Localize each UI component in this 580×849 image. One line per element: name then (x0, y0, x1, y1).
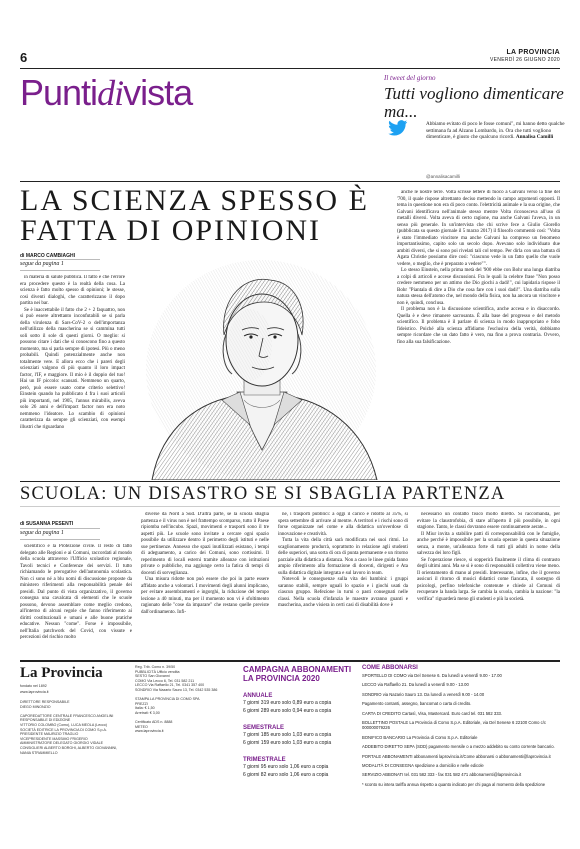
byline-rule (20, 528, 100, 529)
founded-line: fondato nel 1892 (20, 684, 47, 688)
paragraph: Notevoli le conseguenze sulla vita dei bambini: i gruppi saranno stabili, sempre uguali lo spazio e i giochi usati da ciascun gruppo. Refezione in turni o pasti consegnati nelle classi. Nella scuola d'infanzia le maestre avranno guanti e mascherina, anche visiera in certi casi di disabilità dove è (278, 577, 408, 608)
article1-column-3 (397, 190, 560, 478)
issue-date: VENERDÌ 26 GIUGNO 2020 (490, 57, 560, 63)
masthead-line: PRESIDENTE MAURIZIO TRAGLIO (20, 732, 79, 737)
article2-column-4 (417, 512, 560, 656)
plan-row: 6 giorni 289 euro solo 0,94 euro a copia (243, 708, 332, 714)
article1-dagline: segue da pagina 1 (20, 261, 64, 267)
article2-byline: di SUSANNA PESENTI (20, 521, 74, 527)
subscribe-item: BOLLETTINO POSTALE La Provincia di Como S.p.A. Editoriale, via Del Senese 6 22100 Como c/c 000000079226 (362, 720, 547, 731)
subscribe-item: SONDRIO via Nazario Sauro 13. Da lunedì a venerdì 9.00 - 14.00 (362, 691, 485, 697)
plan-annual: ANNUALE (243, 693, 273, 699)
masthead-line: STAMPA LA PROVINCIA DI COMO SPA (135, 697, 200, 702)
paragraph: Tutta la vita della città sarà modificata nei suoi ritmi. Lo scaglionamento produrrà, soprattutto in relazione agli studenti delle superiori, una sorta di ora di punta permanente e un ritorno parziale alla didattica a distanza. Non a caso le linee guida fanno ampio riferimento alla formazione di docenti, dirigenti e Ata sulla didattica digitale integrata e sul lavoro in team. (278, 538, 408, 576)
plan-row: 7 giorni 185 euro solo 1,03 euro a copia (243, 732, 332, 738)
tweet-text: Abbiamo evitato di poco le fosse comuni", mi hanno detto qualche settimana fa ad Alzano Lombardo, in. Ora che tutti vogliono dimenticare, è giusto che qualcuno ricordi. (426, 121, 565, 141)
paragraph: necessario un contatto fisico molto diretto. Si raccomanda, per evitare la claustrofobia, di stare all'aperto il più possibile, in ogni stagione. Tanto, le classi dovranno essere continuamente aerate... (417, 512, 560, 530)
paragraph: Il Miur invita a stabilire patti di corresponsabilità con le famiglie, anche perché è impossibile per la scuola operare in questa situazione senza, a monte, un'alleanza forte di tutti gli adulti in nome della salvezza dei loro figli. (417, 531, 560, 556)
article2-column-1 (20, 544, 132, 656)
masthead-info (135, 665, 235, 734)
newspaper-name: LA PROVINCIA (506, 49, 560, 56)
paragraph: scientifico e la Protezione civile. Il resto di fatto delegato alle Regioni e ai Comuni, raccordati al mondo della scuola attraverso l'Ufficio scolastico regionale, Tavoli tecnici e Conferenze dei servizi. Il tutto richiamando le prerogative dell'autonomia scolastica. Non ci sono né a blu nomi di discussione proposte da ministero riferimenti alla responsabilità penale dei presidi. Dal punto di vista organizzativo, il governo consegna una cavalcata di elementi che le scuole possono, devono assemblare come meglio credono, all'interno di alcuni regole che fanno riferimento ai diritti costituzionali e umani e alle buone pratiche educative. Nessun "come". Forse è impossibile, nell'Italia patchwork del Covid, con vissute e percezioni del rischio molto (20, 544, 132, 640)
page-number: 6 (20, 50, 28, 65)
article-separator (20, 481, 560, 482)
plan-row: 7 giorni 95 euro solo 1,06 euro a copia (243, 764, 329, 770)
article2-column-2 (141, 512, 269, 656)
masthead-line: PUBBLICITÀ Ufficio vendita (135, 669, 180, 674)
article2-column-3 (278, 512, 408, 656)
article2-dagline: segue da pagina 1 (20, 530, 64, 536)
paragraph: ne, i trasporti pubblici: a oggi il carico è ridotto al 35%, si spera settembre di arrivare al mentre. A territori e i rischi sono di forse organizzate nel come e alla didattica un'overdose di innovazione e creatività. (278, 512, 408, 537)
footer-rule (20, 660, 560, 662)
twitter-bird-icon (388, 120, 408, 136)
plan-row: 6 giorni 82 euro solo 1,06 euro a copia (243, 772, 329, 778)
masthead-line: AMMINISTRATORE DELEGATO GIORGIO VIDALE (20, 741, 104, 746)
plan-row: 6 giorni 159 euro solo 1,03 euro a copia (243, 740, 332, 746)
newspaper-masthead (490, 49, 560, 63)
masthead-line: Certificato ADS n. 8888 (135, 720, 173, 725)
masthead-line: SESTO San Giovanni (135, 674, 170, 679)
title-rule (20, 506, 560, 507)
masthead-line: CONSIGLIERI ALBERTO BORGHI, ALBERTO GIOVANNINI, NANIA STRAMMIELLO (20, 745, 118, 755)
masthead-line: RESPONSABILE DI EDIZIONE (20, 718, 71, 723)
plan-row: 7 giorni 319 euro solo 0,89 euro a copia (243, 700, 332, 706)
paragraph: Se l'operazione riesce, si sopperirà finalmente il clima di contrasto degli ultimi anni. Ma se si è sono di responsabili collettiva viene meno. Il orientamento di mano al presidi. Interessante, infine, che il governo assicuri il ritorno di musici didattici come fiancata, il sostegno di psicologi, perfino telefoniche contenute e chiede al Comuni di recuperare la banda larga. Se cambia la scuola, cambia la nazione: "la verifica" riguarderà meno gli studenti e più la società. (417, 557, 560, 602)
paragraph: diverse da Nord a Sud. D'altra parte, se la scuola sbaglia partenza e il virus non è nel frattempo scomparso, tutto il Paese ripiomba nell'incubo. Spazi, movimenti e trasporti sono il tre aspetti più. Le scuole sono invitate a cercare ogni spazio possibile da utilizzare dentro il perimetro degli istituti e nelle sue pertinenze. Annesso che spazi inutilizzati esistano, i tempi di adeguamento, a carico dei Comuni, sono cortissimi. Il reperimento di locali esterni tramite alleanze con istituzioni private o pubbliche, ma aggiunge certo la fatica di tempi di docenti di sorveglianza. (141, 512, 269, 576)
masthead-line: Arretrati: € 3,00 (135, 710, 160, 715)
tweet-handle: @annalisacamilli (426, 174, 460, 179)
section-title (20, 72, 192, 114)
portrait-image (132, 250, 390, 480)
masthead-line: Reg. Trib. Como n. 39/50 (135, 665, 176, 669)
section-title-part: vista (123, 72, 193, 113)
paragraph: Il problema non è la discussione scientifica, anche accesa e in disaccordo. Quella è e deve rimanere sacrosanta. È alla base del progresso e del metodo scientifico. Il problema è il parlare di scienza in modo inappropriato e fobo fideistico. Poiché alla scienza affidiamo l'esclusiva della verità, dobbiamo sempre ricordare che un dato fatto è vero, ma fino a prova contraria. Ovvero, fino alla sua falsificazione. (397, 307, 560, 345)
subscribe-item: CARTA DI CREDITO Cartasì, Visa, Mastercard. Euro card tel. 031 582 333. (362, 710, 503, 716)
article2-title: SCUOLA: UN DISASTRO SE SI SBAGLIA PARTENZA (20, 484, 506, 504)
masthead-line: Italia: € 1,50 (135, 706, 155, 711)
byline-rule (20, 259, 100, 260)
tweet-kicker: Il tweet del giorno (384, 74, 436, 82)
masthead-line: www.laprovincia.it (135, 729, 164, 734)
subscribe-item: MODALITÀ DI CONSEGNA spedizione a domicilio e nelle edicole (362, 763, 484, 769)
subscribe-title: COME ABBONARSI (362, 665, 418, 671)
tweet-author: Annalisa Camilli (515, 134, 554, 141)
subscribe-item: PORTALE ABBONAMENTI abbonamenti laprovincia.it/Come abbonarsi o abbonamenti@laprovincia.it (362, 753, 551, 759)
plan-semester: SEMESTRALE (243, 725, 285, 731)
masthead-line: SOCIETÀ EDITRICE LA PROVINCIA DI COMO S.p.A. (20, 727, 107, 732)
masthead-line: SONDRIO Via Nazario Sauro 13, Tel. 0342 535 386 (135, 687, 218, 692)
article1-column-1 (20, 275, 125, 478)
paragraph: in materia di salute pubblica. Il fatto è che l'errore era procedere questo è la realtà della cosa. La scienza è fatto molto spesso di opinioni; le stesse, così diventi dialoghi, che caratterizzano il dopo partita nei bar. (20, 275, 125, 306)
paragraph: anche le nostre terre. Volta scrisse lettere di fuoco a Galvani verso la fine del '700, il quale rispose altrettanto deciso mettendo in campo argomenti opposti. Il tema in questione non era di poco conto. l'elettricità animale e la sua origine, che Galvani identificava nell'animale stesso mentre Volta riconosceva all'uso di metalli diversi. Volta aveva di certo ragione, ma anche Galvani l'aveva, in un senso più generale. In un'intervista che chi scrive fece a Giulio Giorello (pubblicata su questo giornale il 5 marzo 2017) il filosofo commentò così: "Volta è stato l'immediato vincitore ma anche Galvani ha compreso un fenomeno importantissimo, capito solo un secolo dopo. Avevano solo individuato due ambiti diversi, che si sono poi rivelati tali col tempo. Per dirla con una battuta di Agata Christie possiamo dire così: "ciascuno vede in un fatto quello che vuole vedere, o meglio, che è preparato a vedere"". (397, 190, 560, 267)
dagline-rule (20, 270, 100, 271)
paragraph: Una misura ridotte non può essere che poi in parte essere affidato anche a volontari. I movimenti degli alunni implicano, per evitare assembramenti e ingorghi, la riduzione del tempo lezione a 40 minuti, ma per il momento non vi è sfoltimento ragionato delle "cose da imparare" che restano quelle previste dall'ordinamento. Infi- (141, 577, 269, 615)
masthead-line: PREZZI (135, 701, 148, 706)
subscription-campaign (243, 665, 353, 779)
masthead-line: DIRETTORE RESPONSABILE (20, 700, 70, 704)
subscribe-item: SERVIZIO ABBONATI tel. 031 582 333 - fax 031 582 471 abbonamenti@laprovincia.it (362, 772, 522, 778)
subscribe-item: * sconto su intera tariffa annua rispetto a quanto indicato per chi paga al momento della spedizione (362, 781, 546, 787)
site-url[interactable]: www.laprovincia.it (20, 690, 49, 694)
subscribe-item: BONIFICO BANCARIO La Provincia di Como S.p.A. Editoriale (362, 734, 478, 740)
masthead-line: LECCO Via Raffaello 21, Tel. 0341 357 400 (135, 683, 205, 688)
subscribe-item: ADDEBITO DIRETTO SEPA (SDD) pagamento mensile o a mezzo addebito su conto corrente bancario. (362, 744, 555, 750)
subscribe-item: LECCO via Raffaello 21. Da lunedì a venerdì 9.00 - 13.00 (362, 682, 469, 688)
section-rule (20, 181, 560, 182)
how-to-subscribe (362, 665, 560, 791)
tweet-body (426, 121, 566, 141)
tweet-headline: Tutti vogliono dimenticare ma... (384, 84, 564, 121)
masthead-line: COMO Via Lecco 6, Tel. 031 582 211 (135, 678, 195, 683)
masthead-line: METEO (135, 724, 148, 729)
masthead-line: VICEPRESIDENTE MASSIMO FRIGERIO (20, 736, 88, 741)
masthead-line: VITTORIO COLOMBO (Como), LUCA MEOLA (Lecco) (20, 722, 108, 727)
section-title-part: di (97, 73, 124, 113)
paragraph: Lo stesso Einstein, nella prima metà del '900 ebbe con Bohr una lunga diatriba a colpi di articoli e accese discussioni. Fra le quali la celebre frase "Non posso credere nemmeno per un attimo che Dio giochi a dadi!", cui lapidaria rispose il Bohr "Piantala di dire a Dio che cosa fare con i suoi dadi!". Una diatriba sulla natura stessa dell'atomo che, nel mondo della fisica, non ha ancora un vincitore e non è, quindi, conclusa. (397, 268, 560, 306)
masthead-line: DIEGO MINONZIO (20, 704, 51, 709)
subscribe-item: Pagamento contanti, assegno, bancomat o carta di credito. (362, 701, 472, 707)
campaign-title: CAMPAGNA ABBONAMENTI LA PROVINCIA 2020 (243, 665, 352, 683)
masthead-line: CAPOREDATTORE CENTRALE FRANCESCO ANGELINI (20, 713, 114, 718)
plan-quarter: TRIMESTRALE (243, 757, 286, 763)
masthead-staff (20, 700, 125, 755)
section-title-part: Punti (20, 72, 98, 113)
newspaper-logo: La Provincia (20, 665, 103, 681)
article1-byline: di MARCO CAMBIAGHI (20, 253, 75, 259)
portrait-engraving (132, 250, 390, 480)
dagline-rule (20, 539, 100, 540)
article1-title: LA SCIENZA SPESSO È FATTA DI OPINIONI (20, 184, 369, 247)
paragraph: Se è inaccettabile il fatto che 2 + 2 faquattro, non si può essere altrettanto inconfutabili se si parla della virulenza di Sars-CoV-2 o dell'importanza nell'utilizzo della mascherina se si cammina tutti soli sotto il sole di questi giorni. O meglio: si possono citare i dati che si conoscono fino a questo momento, ma si parla sempre di ipotesi. Più o meno probabili. Quindi potenzialmente anche non totalmente vere. E allora ecco che i pareri degli scienziati valgono di più quanto il loro impact factor, l'IF, e maggiore. Il mio è il doppio del tuo! Hai un IF piccolo: scansati. Nemmeno un quarto, però, può essere usato come criterio selettivo! Einstein quando ha pubblicato 4 fra i suoi articoli più importanti, nel 1905, l'annus mirabilis, aveva solo 26 anni e dell'impact factor non era noto nemmeno l'ideatore. Lo scambio di opinioni caratterizza da sempre gli scienziati, con esempi illustri che riguardano (20, 307, 125, 430)
top-rule (20, 68, 560, 69)
subscribe-item: SPORTELLO DI COMO via Del Senese 6. Da lunedì a venerdì 9.00 - 17.00 (362, 673, 502, 678)
